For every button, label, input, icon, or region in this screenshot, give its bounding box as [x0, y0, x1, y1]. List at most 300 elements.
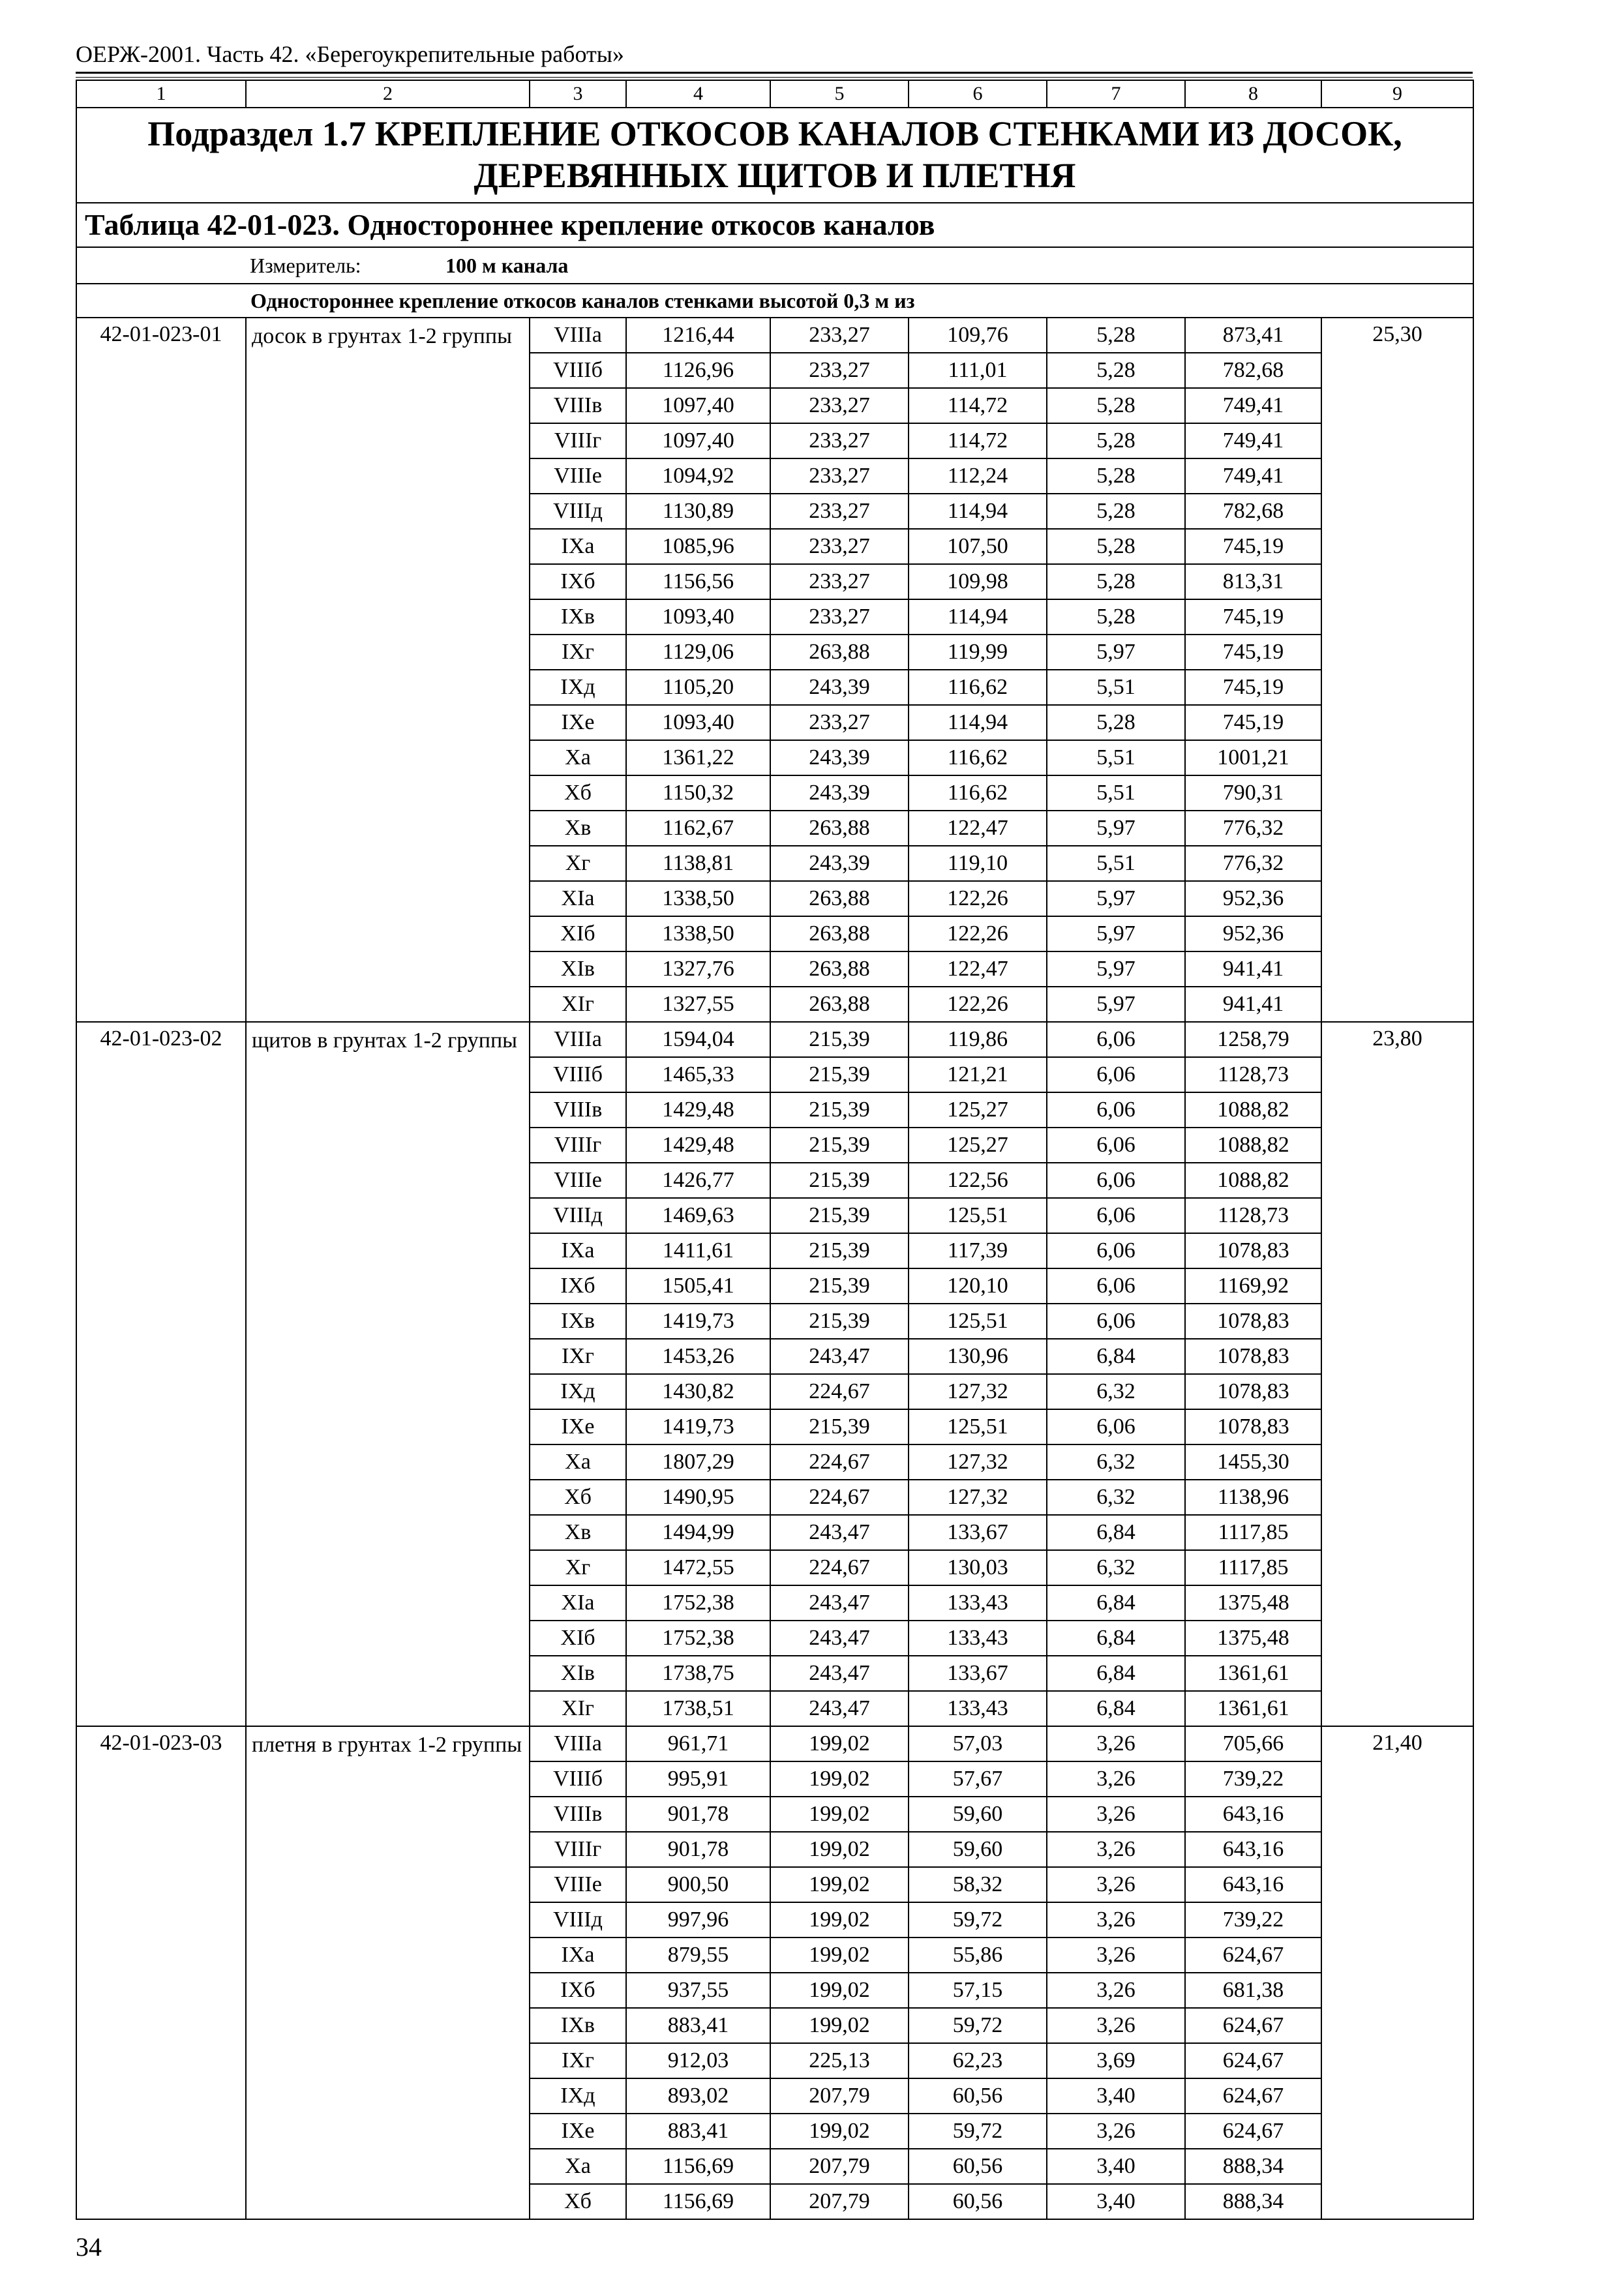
machines-cell: 122,56: [909, 1163, 1047, 1198]
soil-group-cell: IXг: [530, 2043, 626, 2078]
wages-cell: 199,02: [770, 1937, 909, 1973]
machinist-wages-cell: 3,26: [1047, 1726, 1185, 1761]
materials-cell: 1078,83: [1185, 1304, 1321, 1339]
materials-cell: 739,22: [1185, 1761, 1321, 1797]
column-number: 6: [909, 80, 1047, 108]
machinist-wages-cell: 6,84: [1047, 1691, 1185, 1726]
machines-cell: 114,94: [909, 494, 1047, 529]
column-number-row: [76, 80, 1473, 108]
total-cost-cell: 1419,73: [626, 1409, 770, 1444]
total-cost-cell: 1338,50: [626, 916, 770, 951]
machines-cell: 130,03: [909, 1550, 1047, 1585]
materials-cell: 745,19: [1185, 529, 1321, 564]
machines-cell: 119,86: [909, 1022, 1047, 1057]
machinist-wages-cell: 5,28: [1047, 494, 1185, 529]
wages-cell: 199,02: [770, 2008, 909, 2043]
soil-group-cell: XIа: [530, 1585, 626, 1621]
total-cost-cell: 1126,96: [626, 353, 770, 388]
machinist-wages-cell: 5,28: [1047, 423, 1185, 458]
machinist-wages-cell: 5,97: [1047, 811, 1185, 846]
wages-cell: 263,88: [770, 987, 909, 1022]
wages-cell: 215,39: [770, 1268, 909, 1304]
machinist-wages-cell: 6,06: [1047, 1268, 1185, 1304]
machines-cell: 59,60: [909, 1832, 1047, 1867]
labor-hours-cell: 25,30: [1321, 318, 1473, 1022]
soil-group-cell: Xг: [530, 846, 626, 881]
total-cost-cell: 937,55: [626, 1973, 770, 2008]
wages-cell: 215,39: [770, 1409, 909, 1444]
materials-cell: 749,41: [1185, 423, 1321, 458]
materials-cell: 1128,73: [1185, 1198, 1321, 1233]
wages-cell: 263,88: [770, 811, 909, 846]
materials-cell: 643,16: [1185, 1797, 1321, 1832]
materials-cell: 1088,82: [1185, 1163, 1321, 1198]
machines-cell: 122,26: [909, 916, 1047, 951]
materials-cell: 1138,96: [1185, 1480, 1321, 1515]
total-cost-cell: 1085,96: [626, 529, 770, 564]
total-cost-cell: 997,96: [626, 1902, 770, 1937]
wages-cell: 207,79: [770, 2078, 909, 2114]
machinist-wages-cell: 6,32: [1047, 1480, 1185, 1515]
table-title-row: [76, 203, 1473, 247]
machines-cell: 114,94: [909, 705, 1047, 740]
wages-cell: 215,39: [770, 1092, 909, 1128]
materials-cell: 1117,85: [1185, 1515, 1321, 1550]
materials-cell: 776,32: [1185, 846, 1321, 881]
column-number: 4: [626, 80, 770, 108]
soil-group-cell: XIг: [530, 987, 626, 1022]
total-cost-cell: 1150,32: [626, 775, 770, 811]
total-cost-cell: 1105,20: [626, 670, 770, 705]
machinist-wages-cell: 6,84: [1047, 1656, 1185, 1691]
machines-cell: 109,76: [909, 318, 1047, 353]
wages-cell: 233,27: [770, 458, 909, 494]
materials-cell: 1078,83: [1185, 1339, 1321, 1374]
total-cost-cell: 901,78: [626, 1832, 770, 1867]
total-cost-cell: 1093,40: [626, 599, 770, 635]
materials-cell: 624,67: [1185, 2008, 1321, 2043]
machinist-wages-cell: 6,06: [1047, 1022, 1185, 1057]
machinist-wages-cell: 6,32: [1047, 1444, 1185, 1480]
machines-cell: 114,94: [909, 599, 1047, 635]
machinist-wages-cell: 6,06: [1047, 1163, 1185, 1198]
wages-cell: 263,88: [770, 881, 909, 916]
machines-cell: 57,03: [909, 1726, 1047, 1761]
materials-cell: 941,41: [1185, 951, 1321, 987]
machines-cell: 122,26: [909, 881, 1047, 916]
materials-cell: 624,67: [1185, 2043, 1321, 2078]
machines-cell: 109,98: [909, 564, 1047, 599]
materials-cell: 1088,82: [1185, 1128, 1321, 1163]
soil-group-cell: VIIIв: [530, 388, 626, 423]
work-description-cell: щитов в грунтах 1-2 группы: [246, 1022, 530, 1726]
soil-group-cell: IXв: [530, 599, 626, 635]
total-cost-cell: 1338,50: [626, 881, 770, 916]
machines-cell: 60,56: [909, 2078, 1047, 2114]
machinist-wages-cell: 5,28: [1047, 705, 1185, 740]
soil-group-cell: VIIIд: [530, 1198, 626, 1233]
materials-cell: 745,19: [1185, 635, 1321, 670]
wages-cell: 243,47: [770, 1691, 909, 1726]
machinist-wages-cell: 3,26: [1047, 1937, 1185, 1973]
measure-value: 100 м канала: [445, 254, 569, 277]
machinist-wages-cell: 5,97: [1047, 635, 1185, 670]
section-row: [76, 108, 1473, 203]
machinist-wages-cell: 3,26: [1047, 1761, 1185, 1797]
wages-cell: 215,39: [770, 1198, 909, 1233]
soil-group-cell: IXв: [530, 1304, 626, 1339]
machines-cell: 57,67: [909, 1761, 1047, 1797]
materials-cell: 1375,48: [1185, 1585, 1321, 1621]
wages-cell: 215,39: [770, 1057, 909, 1092]
machines-cell: 127,32: [909, 1444, 1047, 1480]
wages-cell: 215,39: [770, 1022, 909, 1057]
soil-group-cell: VIIIе: [530, 458, 626, 494]
wages-cell: 199,02: [770, 1726, 909, 1761]
machines-cell: 127,32: [909, 1374, 1047, 1409]
soil-group-cell: IXг: [530, 635, 626, 670]
soil-group-cell: Xа: [530, 740, 626, 775]
wages-cell: 199,02: [770, 1867, 909, 1902]
machinist-wages-cell: 5,51: [1047, 670, 1185, 705]
machinist-wages-cell: 5,51: [1047, 740, 1185, 775]
machines-cell: 125,51: [909, 1198, 1047, 1233]
machines-cell: 125,51: [909, 1409, 1047, 1444]
wages-cell: 233,27: [770, 564, 909, 599]
wages-cell: 199,02: [770, 1832, 909, 1867]
machinist-wages-cell: 6,06: [1047, 1233, 1185, 1268]
soil-group-cell: XIб: [530, 916, 626, 951]
total-cost-cell: 1097,40: [626, 388, 770, 423]
wages-cell: 263,88: [770, 916, 909, 951]
soil-group-cell: XIа: [530, 881, 626, 916]
wages-cell: 243,47: [770, 1515, 909, 1550]
header-rule-thick: [76, 72, 1473, 74]
page-number: 34: [76, 2232, 102, 2262]
total-cost-cell: 1752,38: [626, 1585, 770, 1621]
soil-group-cell: Xб: [530, 2184, 626, 2219]
machines-cell: 121,21: [909, 1057, 1047, 1092]
materials-cell: 1455,30: [1185, 1444, 1321, 1480]
total-cost-cell: 961,71: [626, 1726, 770, 1761]
column-number: 7: [1047, 80, 1185, 108]
machines-cell: 122,26: [909, 987, 1047, 1022]
column-number: 2: [246, 80, 530, 108]
materials-cell: 873,41: [1185, 318, 1321, 353]
wages-cell: 199,02: [770, 1761, 909, 1797]
soil-group-cell: Xб: [530, 775, 626, 811]
total-cost-cell: 1216,44: [626, 318, 770, 353]
wages-cell: 243,47: [770, 1585, 909, 1621]
materials-cell: 749,41: [1185, 388, 1321, 423]
wages-cell: 199,02: [770, 1973, 909, 2008]
total-cost-cell: 1429,48: [626, 1092, 770, 1128]
total-cost-cell: 1093,40: [626, 705, 770, 740]
machinist-wages-cell: 6,32: [1047, 1374, 1185, 1409]
materials-cell: 739,22: [1185, 1902, 1321, 1937]
machines-cell: 133,43: [909, 1585, 1047, 1621]
soil-group-cell: VIIIг: [530, 423, 626, 458]
total-cost-cell: 1327,76: [626, 951, 770, 987]
machines-cell: 116,62: [909, 775, 1047, 811]
soil-group-cell: Xа: [530, 1444, 626, 1480]
wages-cell: 233,27: [770, 705, 909, 740]
machines-cell: 133,67: [909, 1515, 1047, 1550]
wages-cell: 243,39: [770, 846, 909, 881]
machinist-wages-cell: 5,28: [1047, 599, 1185, 635]
machines-cell: 122,47: [909, 811, 1047, 846]
subtitle-row: [76, 284, 1473, 318]
total-cost-cell: 1430,82: [626, 1374, 770, 1409]
column-number: 5: [770, 80, 909, 108]
soil-group-cell: IXд: [530, 670, 626, 705]
table-title: Таблица 42-01-023. Одностороннее крепление откосов каналов: [76, 203, 1473, 247]
materials-cell: 624,67: [1185, 1937, 1321, 1973]
machines-cell: 112,24: [909, 458, 1047, 494]
total-cost-cell: 901,78: [626, 1797, 770, 1832]
materials-cell: 790,31: [1185, 775, 1321, 811]
machinist-wages-cell: 6,06: [1047, 1198, 1185, 1233]
machinist-wages-cell: 6,84: [1047, 1515, 1185, 1550]
machinist-wages-cell: 6,06: [1047, 1409, 1185, 1444]
soil-group-cell: IXд: [530, 2078, 626, 2114]
machinist-wages-cell: 3,26: [1047, 1867, 1185, 1902]
wages-cell: 243,47: [770, 1339, 909, 1374]
total-cost-cell: 1429,48: [626, 1128, 770, 1163]
machinist-wages-cell: 6,06: [1047, 1128, 1185, 1163]
materials-cell: 776,32: [1185, 811, 1321, 846]
machinist-wages-cell: 5,28: [1047, 458, 1185, 494]
materials-cell: 1078,83: [1185, 1374, 1321, 1409]
total-cost-cell: 1807,29: [626, 1444, 770, 1480]
machines-cell: 116,62: [909, 670, 1047, 705]
total-cost-cell: 1138,81: [626, 846, 770, 881]
soil-group-cell: VIIIг: [530, 1128, 626, 1163]
machinist-wages-cell: 3,26: [1047, 1902, 1185, 1937]
total-cost-cell: 1419,73: [626, 1304, 770, 1339]
soil-group-cell: IXе: [530, 705, 626, 740]
header-rule-thin: [76, 77, 1473, 78]
machines-cell: 116,62: [909, 740, 1047, 775]
machines-cell: 114,72: [909, 423, 1047, 458]
total-cost-cell: 900,50: [626, 1867, 770, 1902]
total-cost-cell: 883,41: [626, 2008, 770, 2043]
soil-group-cell: VIIIд: [530, 1902, 626, 1937]
measure-cell: [76, 247, 1473, 284]
materials-cell: 624,67: [1185, 2078, 1321, 2114]
machines-cell: 133,43: [909, 1621, 1047, 1656]
total-cost-cell: 1505,41: [626, 1268, 770, 1304]
measure-label: Измеритель:: [250, 254, 361, 277]
materials-cell: 888,34: [1185, 2184, 1321, 2219]
materials-cell: 1078,83: [1185, 1409, 1321, 1444]
total-cost-cell: 1490,95: [626, 1480, 770, 1515]
machines-cell: 122,47: [909, 951, 1047, 987]
running-header: ОЕРЖ-2001. Часть 42. «Берегоукрепительные работы»: [76, 41, 624, 67]
wages-cell: 225,13: [770, 2043, 909, 2078]
wages-cell: 233,27: [770, 423, 909, 458]
total-cost-cell: 1129,06: [626, 635, 770, 670]
materials-cell: 1361,61: [1185, 1691, 1321, 1726]
materials-cell: 952,36: [1185, 881, 1321, 916]
machinist-wages-cell: 3,40: [1047, 2078, 1185, 2114]
materials-cell: 1088,82: [1185, 1092, 1321, 1128]
machines-cell: 125,51: [909, 1304, 1047, 1339]
materials-cell: 624,67: [1185, 2114, 1321, 2149]
total-cost-cell: 1469,63: [626, 1198, 770, 1233]
machines-cell: 114,72: [909, 388, 1047, 423]
work-description-cell: плетня в грунтах 1-2 группы: [246, 1726, 530, 2219]
wages-cell: 215,39: [770, 1233, 909, 1268]
materials-cell: 782,68: [1185, 494, 1321, 529]
total-cost-cell: 1738,75: [626, 1656, 770, 1691]
machinist-wages-cell: 6,84: [1047, 1621, 1185, 1656]
column-number: 9: [1321, 80, 1473, 108]
machines-cell: 59,72: [909, 1902, 1047, 1937]
wages-cell: 224,67: [770, 1444, 909, 1480]
machinist-wages-cell: 5,28: [1047, 353, 1185, 388]
machinist-wages-cell: 3,26: [1047, 1797, 1185, 1832]
total-cost-cell: 1453,26: [626, 1339, 770, 1374]
machinist-wages-cell: 5,51: [1047, 846, 1185, 881]
machinist-wages-cell: 3,69: [1047, 2043, 1185, 2078]
materials-cell: 745,19: [1185, 705, 1321, 740]
materials-cell: 1361,61: [1185, 1656, 1321, 1691]
total-cost-cell: 1156,69: [626, 2149, 770, 2184]
machines-cell: 133,43: [909, 1691, 1047, 1726]
machines-cell: 130,96: [909, 1339, 1047, 1374]
wages-cell: 233,27: [770, 388, 909, 423]
wages-cell: 199,02: [770, 1902, 909, 1937]
soil-group-cell: IXб: [530, 1268, 626, 1304]
machinist-wages-cell: 5,28: [1047, 564, 1185, 599]
machinist-wages-cell: 6,32: [1047, 1550, 1185, 1585]
machines-cell: 127,32: [909, 1480, 1047, 1515]
wages-cell: 215,39: [770, 1163, 909, 1198]
total-cost-cell: 1752,38: [626, 1621, 770, 1656]
machines-cell: 117,39: [909, 1233, 1047, 1268]
machines-cell: 119,99: [909, 635, 1047, 670]
total-cost-cell: 1738,51: [626, 1691, 770, 1726]
machinist-wages-cell: 5,97: [1047, 987, 1185, 1022]
machinist-wages-cell: 5,28: [1047, 318, 1185, 353]
machinist-wages-cell: 5,97: [1047, 881, 1185, 916]
machines-cell: 60,56: [909, 2184, 1047, 2219]
total-cost-cell: 1162,67: [626, 811, 770, 846]
total-cost-cell: 893,02: [626, 2078, 770, 2114]
materials-cell: 749,41: [1185, 458, 1321, 494]
total-cost-cell: 912,03: [626, 2043, 770, 2078]
table-row: [76, 1022, 1473, 1057]
machines-cell: 58,32: [909, 1867, 1047, 1902]
machines-cell: 60,56: [909, 2149, 1047, 2184]
rates-table-body: [76, 80, 1473, 2219]
materials-cell: 1001,21: [1185, 740, 1321, 775]
soil-group-cell: VIIIб: [530, 353, 626, 388]
total-cost-cell: 1594,04: [626, 1022, 770, 1057]
wages-cell: 215,39: [770, 1128, 909, 1163]
soil-group-cell: Xг: [530, 1550, 626, 1585]
wages-cell: 243,39: [770, 670, 909, 705]
wages-cell: 233,27: [770, 318, 909, 353]
total-cost-cell: 1156,69: [626, 2184, 770, 2219]
soil-group-cell: VIIIб: [530, 1057, 626, 1092]
soil-group-cell: XIг: [530, 1691, 626, 1726]
wages-cell: 224,67: [770, 1480, 909, 1515]
wages-cell: 233,27: [770, 353, 909, 388]
machines-cell: 120,10: [909, 1268, 1047, 1304]
soil-group-cell: VIIIа: [530, 318, 626, 353]
soil-group-cell: Xа: [530, 2149, 626, 2184]
machinist-wages-cell: 3,26: [1047, 2008, 1185, 2043]
machines-cell: 55,86: [909, 1937, 1047, 1973]
machinist-wages-cell: 5,97: [1047, 916, 1185, 951]
soil-group-cell: IXг: [530, 1339, 626, 1374]
rates-table: [76, 80, 1474, 2220]
materials-cell: 1375,48: [1185, 1621, 1321, 1656]
machines-cell: 57,15: [909, 1973, 1047, 2008]
work-description-cell: досок в грунтах 1-2 группы: [246, 318, 530, 1022]
labor-hours-cell: 23,80: [1321, 1022, 1473, 1726]
wages-cell: 207,79: [770, 2184, 909, 2219]
machinist-wages-cell: 5,97: [1047, 951, 1185, 987]
machinist-wages-cell: 6,84: [1047, 1585, 1185, 1621]
materials-cell: 952,36: [1185, 916, 1321, 951]
total-cost-cell: 995,91: [626, 1761, 770, 1797]
machines-cell: 107,50: [909, 529, 1047, 564]
soil-group-cell: Xб: [530, 1480, 626, 1515]
column-number: 3: [530, 80, 626, 108]
total-cost-cell: 1361,22: [626, 740, 770, 775]
materials-cell: 1078,83: [1185, 1233, 1321, 1268]
total-cost-cell: 1426,77: [626, 1163, 770, 1198]
machinist-wages-cell: 3,40: [1047, 2184, 1185, 2219]
machines-cell: 59,72: [909, 2114, 1047, 2149]
machines-cell: 111,01: [909, 353, 1047, 388]
machinist-wages-cell: 6,06: [1047, 1092, 1185, 1128]
materials-cell: 705,66: [1185, 1726, 1321, 1761]
materials-cell: 782,68: [1185, 353, 1321, 388]
table-row: [76, 318, 1473, 353]
wages-cell: 233,27: [770, 599, 909, 635]
soil-group-cell: VIIIа: [530, 1726, 626, 1761]
total-cost-cell: 1327,55: [626, 987, 770, 1022]
machinist-wages-cell: 5,28: [1047, 529, 1185, 564]
materials-cell: 643,16: [1185, 1867, 1321, 1902]
soil-group-cell: VIIIе: [530, 1163, 626, 1198]
soil-group-cell: IXб: [530, 1973, 626, 2008]
machines-cell: 133,67: [909, 1656, 1047, 1691]
wages-cell: 224,67: [770, 1374, 909, 1409]
total-cost-cell: 1094,92: [626, 458, 770, 494]
soil-group-cell: IXа: [530, 529, 626, 564]
total-cost-cell: 1097,40: [626, 423, 770, 458]
materials-cell: 1258,79: [1185, 1022, 1321, 1057]
wages-cell: 243,47: [770, 1656, 909, 1691]
machines-cell: 119,10: [909, 846, 1047, 881]
labor-hours-cell: 21,40: [1321, 1726, 1473, 2219]
column-number: 8: [1185, 80, 1321, 108]
machines-cell: 125,27: [909, 1128, 1047, 1163]
soil-group-cell: IXе: [530, 2114, 626, 2149]
wages-cell: 243,47: [770, 1621, 909, 1656]
machines-cell: 125,27: [909, 1092, 1047, 1128]
column-number: 1: [76, 80, 246, 108]
measure-row: [76, 247, 1473, 284]
soil-group-cell: VIIIб: [530, 1761, 626, 1797]
materials-cell: 1117,85: [1185, 1550, 1321, 1585]
wages-cell: 243,39: [770, 740, 909, 775]
